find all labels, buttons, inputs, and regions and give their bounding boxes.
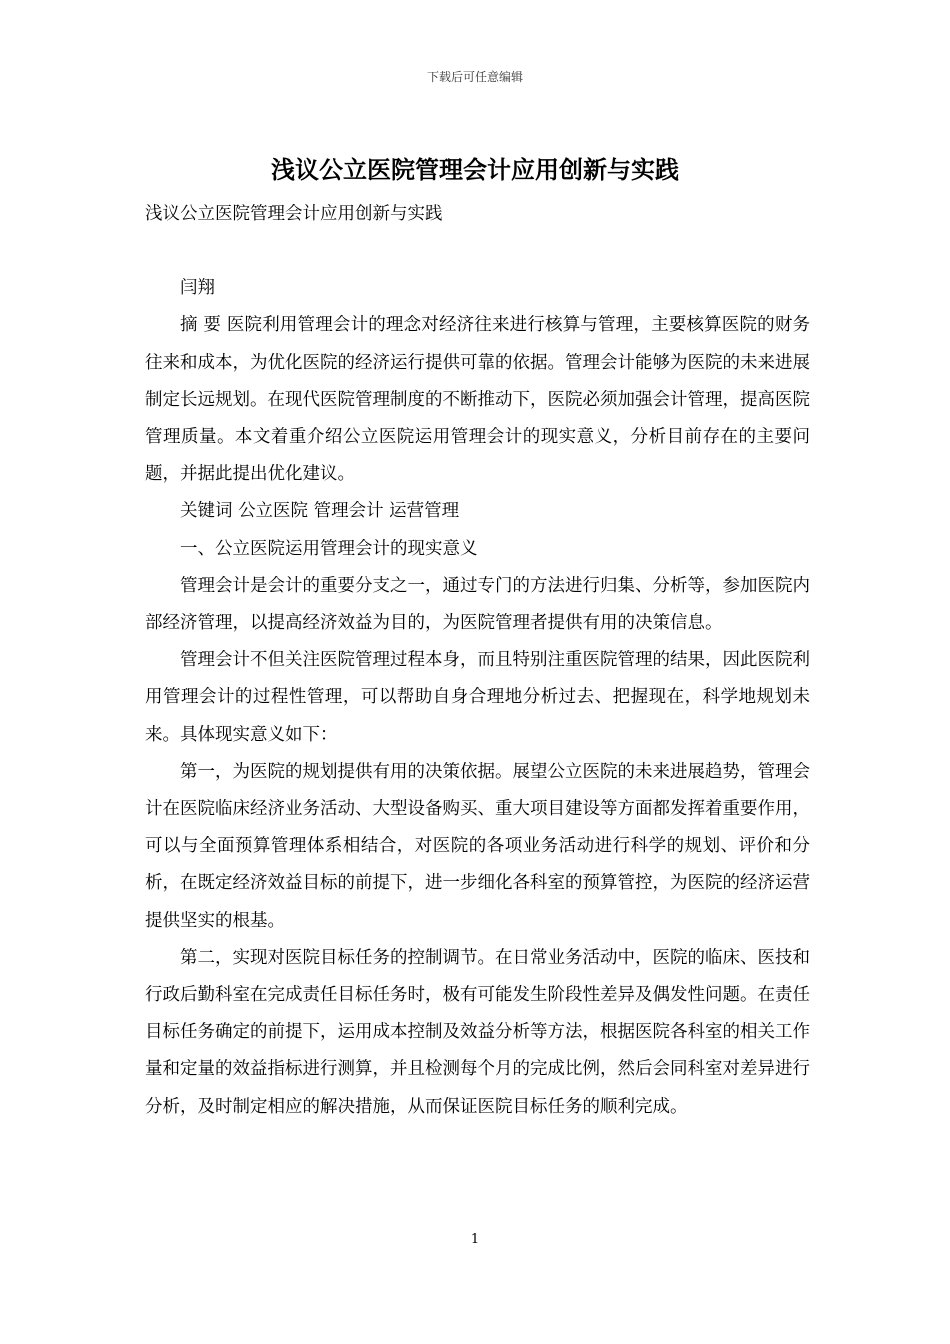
document-title: 浅议公立医院管理会计应用创新与实践 (271, 156, 679, 184)
page-header-note: 下载后可任意编辑 (426, 70, 523, 84)
body-paragraph: 第一，为医院的规划提供有用的决策依据。展望公立医院的未来进展趋势，管理会计在医院临床经济业务活动、大型设备购买、重大项目建设等方面都发挥着重要作用，可以与全面预算管理体系相结合，对医院的各项业务活动进行科学的规划、评价和分析，在既定经济效益目标的前提下，进一步细化各科室的预算管控，为医院的经济运营提供坚实的根基。 (145, 761, 810, 931)
keywords-paragraph: 关键词 公立医院 管理会计 运营管理 (180, 501, 460, 522)
body-paragraph: 管理会计是会计的重要分支之一，通过专门的方法进行归集、分析等，参加医院内部经济管理，以提高经济效益为目的，为医院管理者提供有用的决策信息。 (145, 575, 810, 634)
page-number: 1 (470, 1232, 480, 1247)
body-paragraph: 管理会计不但关注医院管理过程本身，而且特别注重医院管理的结果，因此医院利用管理会计的过程性管理，可以帮助自身合理地分析过去、把握现在，科学地规划未来。具体现实意义如下： (145, 650, 810, 745)
author-name: 闫翔 (180, 278, 215, 299)
document-body (145, 196, 810, 1126)
abstract-paragraph: 摘 要 医院利用管理会计的理念对经济往来进行核算与管理，主要核算医院的财务往来和成本，为优化医院的经济运行提供可靠的依据。管理会计能够为医院的未来进展制定长远规划。在现代医院管理制度的不断推动下，医院必须加强会计管理，提高医院管理质量。本文着重介绍公立医院运用管理会计的现实意义，分析目前存在的主要问题，并据此提出优化建议。 (145, 315, 810, 485)
document-subtitle: 浅议公立医院管理会计应用创新与实践 (145, 204, 443, 224)
body-paragraph: 第二，实现对医院目标任务的控制调节。在日常业务活动中，医院的临床、医技和行政后勤科室在完成责任目标任务时，极有可能发生阶段性差异及偶发性问题。在责任目标任务确定的前提下，运用成本控制及效益分析等方法，根据医院各科室的相关工作量和定量的效益指标进行测算，并且检测每个月的完成比例，然后会同科室对差异进行分析，及时制定相应的解决措施，从而保证医院目标任务的顺利完成。 (145, 947, 810, 1117)
section-heading: 一、公立医院运用管理会计的现实意义 (180, 538, 478, 559)
